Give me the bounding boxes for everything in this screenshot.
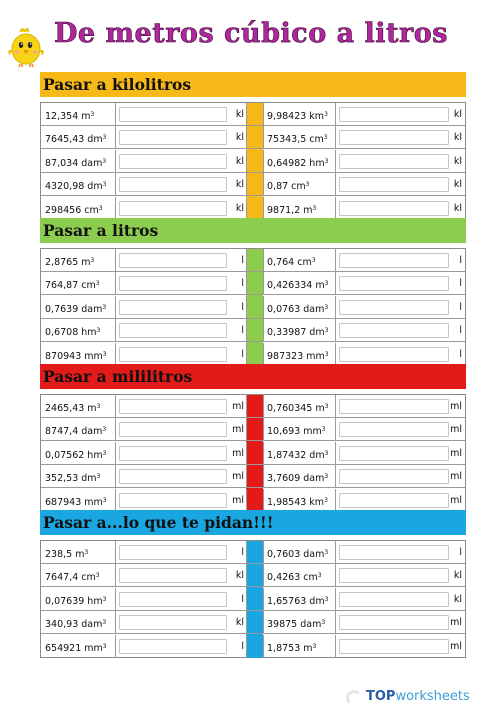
left-quantity: 12,354 $m^3$ bbox=[45, 111, 95, 122]
left-answer-input[interactable] bbox=[119, 177, 227, 192]
left-quantity: 0,6708 $hm^3$ bbox=[45, 327, 101, 339]
left-answer-input[interactable] bbox=[119, 615, 227, 630]
section-3 bbox=[40, 364, 466, 512]
footer-brand bbox=[346, 690, 496, 706]
table-row bbox=[41, 296, 465, 319]
right-quantity: 0,87 $cm^3$ bbox=[267, 181, 310, 193]
left-answer-input[interactable] bbox=[119, 568, 227, 583]
right-unit: l bbox=[459, 325, 462, 337]
left-quantity: 340,93 dam$^3$ bbox=[45, 619, 107, 631]
table-row bbox=[41, 272, 465, 295]
right-unit: ml bbox=[450, 401, 462, 412]
left-quantity: 298456 $cm^3$ bbox=[45, 204, 103, 216]
top-worksheets-logo-icon bbox=[346, 690, 362, 706]
table-row bbox=[41, 319, 465, 342]
left-unit: l bbox=[241, 593, 244, 605]
left-unit: ml bbox=[232, 424, 244, 436]
left-unit: kl bbox=[235, 617, 244, 629]
right-answer-input[interactable] bbox=[339, 592, 449, 607]
right-quantity: 0,764 $cm^3$ bbox=[267, 257, 316, 268]
right-quantity: 987323 $mm^3$ bbox=[267, 350, 329, 362]
table-row bbox=[41, 465, 465, 488]
table-row bbox=[41, 635, 465, 658]
right-answer-input[interactable] bbox=[339, 177, 449, 192]
brand-top: TOP bbox=[366, 689, 396, 704]
right-answer-input[interactable] bbox=[339, 493, 449, 508]
left-unit: kl bbox=[235, 109, 244, 120]
left-quantity: 4320,98 $dm^3$ bbox=[45, 181, 107, 193]
right-unit: kl bbox=[453, 132, 462, 144]
right-quantity: 0,4263 $cm^3$ bbox=[267, 572, 322, 584]
section-heading: Pasar a kilolitros bbox=[40, 72, 466, 97]
right-unit: kl bbox=[453, 593, 462, 605]
right-answer-input[interactable] bbox=[339, 469, 449, 484]
right-unit: ml bbox=[450, 640, 462, 652]
left-answer-input[interactable] bbox=[119, 469, 227, 484]
section-2 bbox=[40, 218, 466, 366]
table-row bbox=[41, 442, 465, 465]
right-unit: l bbox=[459, 255, 462, 266]
right-unit: kl bbox=[453, 570, 462, 582]
left-answer-input[interactable] bbox=[119, 130, 227, 145]
right-answer-input[interactable] bbox=[339, 347, 449, 362]
right-answer-input[interactable] bbox=[339, 253, 449, 268]
left-unit: ml bbox=[232, 494, 244, 506]
table-row bbox=[41, 343, 465, 366]
section-heading: Pasar a litros bbox=[40, 218, 466, 243]
left-quantity: 2,8765 $m^3$ bbox=[45, 257, 95, 268]
right-quantity: 0,64982 $hm^3$ bbox=[267, 157, 329, 169]
right-quantity: 1,98543 $km^3$ bbox=[267, 496, 328, 508]
left-unit: kl bbox=[235, 155, 244, 167]
left-unit: kl bbox=[235, 132, 244, 144]
right-quantity: 1,8753 $m^3$ bbox=[267, 642, 317, 654]
right-answer-input[interactable] bbox=[339, 422, 449, 437]
right-quantity: 0,0763 dam$^3$ bbox=[267, 303, 329, 315]
table-row bbox=[41, 588, 465, 611]
left-unit: l bbox=[241, 348, 244, 360]
right-quantity: 0,760345 $m^3$ bbox=[267, 403, 329, 414]
left-unit: l bbox=[241, 325, 244, 337]
right-answer-input[interactable] bbox=[339, 201, 449, 216]
left-answer-input[interactable] bbox=[119, 399, 227, 414]
right-answer-input[interactable] bbox=[339, 154, 449, 169]
right-quantity: 39875 dam$^3$ bbox=[267, 619, 326, 631]
left-answer-input[interactable] bbox=[119, 545, 227, 560]
left-unit: l bbox=[241, 547, 244, 558]
table-row bbox=[41, 173, 465, 196]
right-answer-input[interactable] bbox=[339, 107, 449, 122]
conversion-table bbox=[40, 540, 466, 658]
right-quantity: 0,426334 $m^3$ bbox=[267, 280, 329, 292]
left-unit: ml bbox=[232, 447, 244, 459]
left-answer-input[interactable] bbox=[119, 592, 227, 607]
left-answer-input[interactable] bbox=[119, 639, 227, 654]
right-quantity: 0,7603 dam$^3$ bbox=[267, 549, 329, 560]
left-answer-input[interactable] bbox=[119, 201, 227, 216]
table-row bbox=[41, 541, 465, 564]
section-heading: Pasar a...lo que te pidan!!! bbox=[40, 510, 466, 535]
brand-worksheets: worksheets bbox=[395, 689, 470, 704]
section-1 bbox=[40, 72, 466, 220]
left-quantity: 0,07562 $hm^3$ bbox=[45, 449, 107, 461]
left-quantity: 238,5 $m^3$ bbox=[45, 549, 89, 560]
right-quantity: 10,693 $mm^3$ bbox=[267, 426, 326, 438]
page-title: De metros cúbico a litros bbox=[54, 18, 448, 49]
conversion-table bbox=[40, 102, 466, 220]
left-quantity: 7647,4 $cm^3$ bbox=[45, 572, 100, 584]
table-row bbox=[41, 418, 465, 441]
right-unit: l bbox=[459, 301, 462, 313]
left-answer-input[interactable] bbox=[119, 107, 227, 122]
table-row bbox=[41, 564, 465, 587]
conversion-table bbox=[40, 248, 466, 366]
right-quantity: 1,87432 $dm^3$ bbox=[267, 449, 329, 461]
left-answer-input[interactable] bbox=[119, 154, 227, 169]
right-answer-input[interactable] bbox=[339, 300, 449, 315]
left-answer-input[interactable] bbox=[119, 446, 227, 461]
left-quantity: 7645,43 $dm^3$ bbox=[45, 134, 107, 146]
left-unit: kl bbox=[235, 202, 244, 214]
left-answer-input[interactable] bbox=[119, 493, 227, 508]
table-row bbox=[41, 395, 465, 418]
left-unit: l bbox=[241, 278, 244, 290]
right-unit: ml bbox=[450, 617, 462, 629]
section-4 bbox=[40, 510, 466, 658]
left-unit: kl bbox=[235, 179, 244, 191]
left-unit: kl bbox=[235, 570, 244, 582]
right-unit: l bbox=[459, 278, 462, 290]
right-answer-input[interactable] bbox=[339, 639, 449, 654]
right-unit: kl bbox=[453, 109, 462, 120]
left-quantity: 8747,4 dam$^3$ bbox=[45, 426, 107, 438]
right-answer-input[interactable] bbox=[339, 615, 449, 630]
right-unit: kl bbox=[453, 155, 462, 167]
right-quantity: 1,65763 $dm^3$ bbox=[267, 595, 329, 607]
table-row bbox=[41, 249, 465, 272]
right-answer-input[interactable] bbox=[339, 130, 449, 145]
right-unit: l bbox=[459, 547, 462, 558]
left-answer-input[interactable] bbox=[119, 253, 227, 268]
right-unit: kl bbox=[453, 179, 462, 191]
left-answer-input[interactable] bbox=[119, 276, 227, 291]
right-quantity: 3,7609 dam$^3$ bbox=[267, 473, 329, 485]
left-quantity: 870943 $mm^3$ bbox=[45, 350, 107, 362]
left-quantity: 87,034 dam$^3$ bbox=[45, 157, 107, 169]
right-answer-input[interactable] bbox=[339, 276, 449, 291]
left-answer-input[interactable] bbox=[119, 300, 227, 315]
right-unit: kl bbox=[453, 202, 462, 214]
left-answer-input[interactable] bbox=[119, 347, 227, 362]
table-row bbox=[41, 103, 465, 126]
section-heading: Pasar a mililitros bbox=[40, 364, 466, 389]
conversion-table bbox=[40, 394, 466, 512]
right-answer-input[interactable] bbox=[339, 545, 449, 560]
table-row bbox=[41, 611, 465, 634]
right-unit: ml bbox=[450, 424, 462, 436]
table-row bbox=[41, 126, 465, 149]
right-quantity: 75343,5 $cm^3$ bbox=[267, 134, 328, 146]
left-quantity: 352,53 $dm^3$ bbox=[45, 473, 101, 485]
right-answer-input[interactable] bbox=[339, 323, 449, 338]
table-row bbox=[41, 197, 465, 220]
left-unit: l bbox=[241, 255, 244, 266]
table-row bbox=[41, 150, 465, 173]
left-unit: ml bbox=[232, 401, 244, 412]
table-row bbox=[41, 489, 465, 512]
right-quantity: 9,98423 $km^3$ bbox=[267, 111, 328, 122]
left-quantity: 764,87 $cm^3$ bbox=[45, 280, 100, 292]
left-quantity: 2465,43 $m^3$ bbox=[45, 403, 101, 414]
left-quantity: 687943 $mm^3$ bbox=[45, 496, 107, 508]
right-answer-input[interactable] bbox=[339, 446, 449, 461]
left-answer-input[interactable] bbox=[119, 422, 227, 437]
chick-icon bbox=[6, 24, 46, 68]
right-answer-input[interactable] bbox=[339, 568, 449, 583]
right-answer-input[interactable] bbox=[339, 399, 449, 414]
right-unit: l bbox=[459, 348, 462, 360]
left-answer-input[interactable] bbox=[119, 323, 227, 338]
right-unit: ml bbox=[450, 471, 462, 483]
right-quantity: 9871,2 $m^3$ bbox=[267, 204, 317, 216]
right-unit: ml bbox=[450, 447, 462, 459]
left-quantity: 0,07639 $hm^3$ bbox=[45, 595, 107, 607]
right-quantity: 0,33987 $dm^3$ bbox=[267, 327, 329, 339]
right-unit: ml bbox=[450, 494, 462, 506]
left-quantity: 654921 $mm^3$ bbox=[45, 642, 107, 654]
left-unit: l bbox=[241, 640, 244, 652]
left-quantity: 0,7639 dam$^3$ bbox=[45, 303, 107, 315]
left-unit: ml bbox=[232, 471, 244, 483]
left-unit: l bbox=[241, 301, 244, 313]
